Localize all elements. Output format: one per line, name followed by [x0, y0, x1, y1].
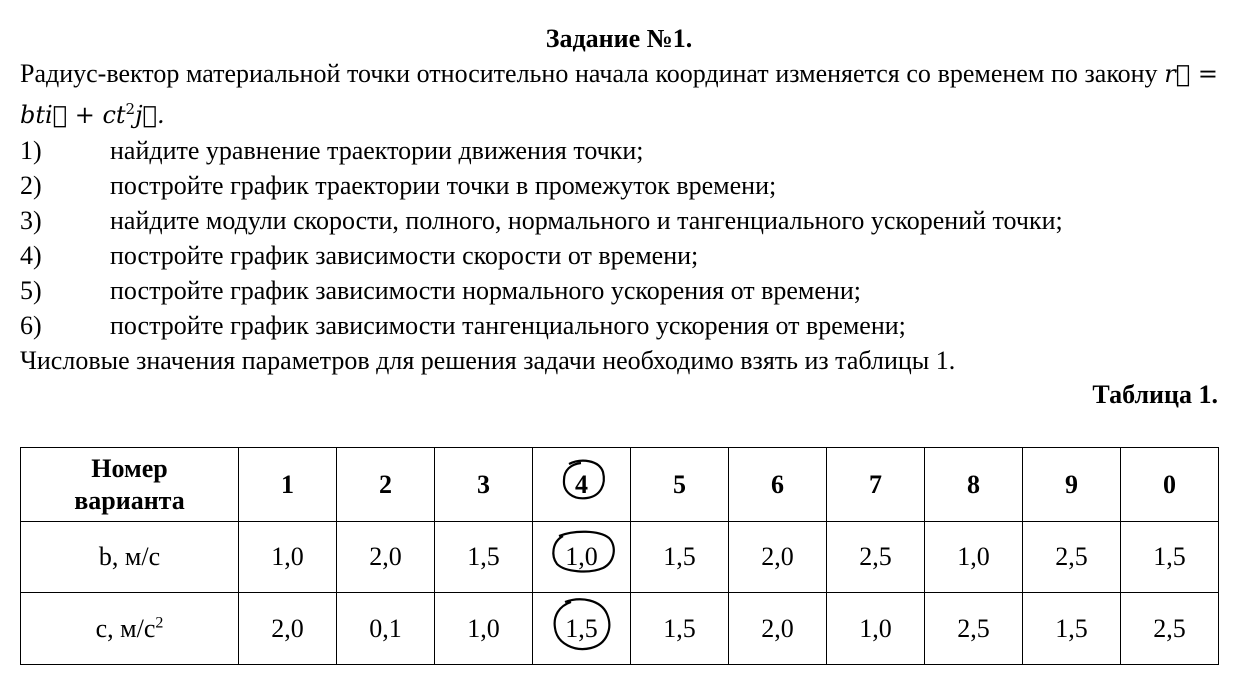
header-variant-8: 8: [925, 448, 1023, 522]
item-text: постройте график траектории точки в промежуток времени;: [110, 171, 777, 200]
item-text: найдите уравнение траектории движения точки;: [110, 136, 644, 165]
table-cell: 1,5: [435, 522, 533, 593]
table-row-b: [21, 522, 1219, 593]
table-cell: 2,0: [337, 522, 435, 593]
table-cell: 2,5: [1121, 593, 1219, 665]
table-cell: 0,1: [337, 593, 435, 665]
item-text: постройте график зависимости тангенциального ускорения от времени;: [110, 311, 906, 340]
table-cell-highlighted: [533, 522, 631, 593]
task-footer: Числовые значения параметров для решения задачи необходимо взять из таблицы 1.: [20, 346, 956, 375]
item-number: 4): [20, 241, 42, 270]
row-c-label: c, $м/с^2$: [21, 593, 239, 665]
table-cell: 1,5: [1121, 522, 1219, 593]
header-variant-7: 7: [827, 448, 925, 522]
table-cell: 1,0: [239, 522, 337, 593]
table-cell: 2,0: [729, 522, 827, 593]
row-b-label: b, м/с: [21, 522, 239, 593]
table-cell: 1,5: [631, 522, 729, 593]
table-header-row: [21, 448, 1219, 522]
task-item-3: [20, 203, 1218, 238]
item-number: 6): [20, 311, 42, 340]
header-variant-4: [533, 448, 631, 522]
circled-mark: 4: [575, 470, 588, 500]
table-cell: 1,0: [435, 593, 533, 665]
item-number: 1): [20, 136, 42, 165]
header-variant-3: 3: [435, 448, 533, 522]
parameters-table: [20, 447, 1219, 665]
item-text: постройте график зависимости нормального ускорения от времени;: [110, 276, 861, 305]
header-variant-5: 5: [631, 448, 729, 522]
task-item-4: [20, 238, 1218, 273]
table-cell: 1,0: [827, 593, 925, 665]
header-variant-label: Номер варианта: [21, 448, 239, 522]
item-number: 2): [20, 171, 42, 200]
table-caption: Таблица 1.: [1092, 380, 1218, 409]
header-variant-2: 2: [337, 448, 435, 522]
table-cell: 2,5: [827, 522, 925, 593]
header-variant-9: 9: [1023, 448, 1121, 522]
circled-mark: 1,0: [565, 542, 598, 572]
motion-formula: r⃗ = bti⃗ + $ct^2j⃗$.: [20, 60, 1218, 129]
item-number: 5): [20, 276, 42, 305]
task-intro: [20, 56, 1218, 133]
task-document: [20, 22, 1218, 412]
header-variant-0: 0: [1121, 448, 1219, 522]
intro-text: Радиус-вектор материальной точки относительно начала координат изменяется со временем по закону: [20, 59, 1158, 88]
table-cell: 2,0: [239, 593, 337, 665]
table-cell-highlighted: [533, 593, 631, 665]
table-cell: 2,5: [1023, 522, 1121, 593]
task-item-2: [20, 168, 1218, 203]
table-cell: 1,5: [631, 593, 729, 665]
circled-mark: 1,5: [565, 614, 598, 644]
item-number: 3): [20, 206, 42, 235]
task-item-5: [20, 273, 1218, 308]
task-item-6: [20, 308, 1218, 343]
item-text: найдите модули скорости, полного, нормального и тангенциального ускорений точки;: [110, 206, 1063, 235]
header-variant-6: 6: [729, 448, 827, 522]
table-cell: 1,5: [1023, 593, 1121, 665]
table-row-c: [21, 593, 1219, 665]
table-cell: 2,5: [925, 593, 1023, 665]
header-variant-1: 1: [239, 448, 337, 522]
task-title: Задание №1.: [545, 24, 693, 53]
table-cell: 1,0: [925, 522, 1023, 593]
item-text: постройте график зависимости скорости от времени;: [110, 241, 699, 270]
table-cell: 2,0: [729, 593, 827, 665]
task-item-1: [20, 133, 1218, 168]
